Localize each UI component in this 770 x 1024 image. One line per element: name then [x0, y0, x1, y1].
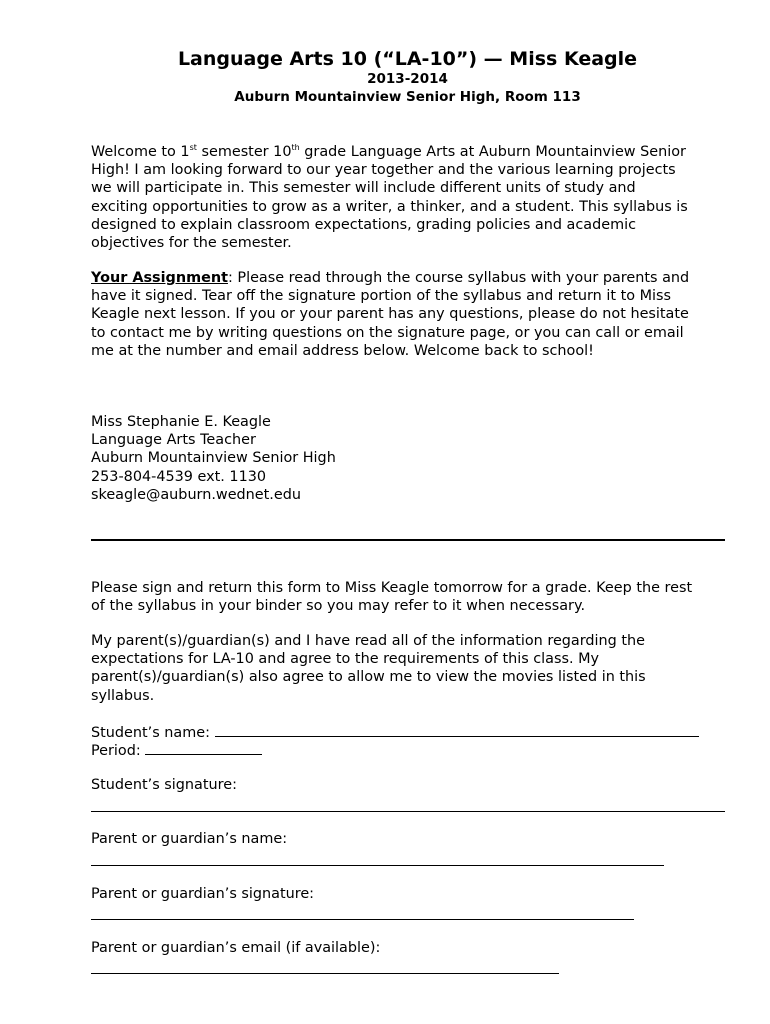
agreement-line: expectations for LA-10 and agree to the requirements of this class. My: [91, 651, 600, 668]
welcome-line: objectives for the semester.: [91, 235, 292, 252]
agreement-line: parent(s)/guardian(s) also agree to allow me to view the movies listed in this: [91, 669, 646, 686]
parent-email-label: Parent or guardian’s email (if available):: [91, 940, 381, 956]
assignment-line: Your Assignment: Please read through the course syllabus with your parents and: [91, 270, 690, 286]
student-name-blank[interactable]: [215, 722, 699, 737]
parent-signature-line[interactable]: [91, 919, 634, 920]
agreement-line: My parent(s)/guardian(s) and I have read all of the information regarding the: [91, 633, 645, 649]
teacher-contact: [91, 413, 336, 504]
tear-off-divider: [91, 539, 725, 541]
welcome-line: Welcome to 1st semester 10th grade Language Arts at Auburn Mountainview Senior: [91, 143, 686, 160]
teacher-name: Miss Stephanie E. Keagle: [91, 414, 271, 430]
welcome-paragraph: [91, 143, 731, 252]
assignment-paragraph: [91, 269, 731, 360]
welcome-line: designed to explain classroom expectations, grading policies and academic: [91, 216, 637, 233]
instruction-line: of the syllabus in your binder so you may refer to it when necessary.: [91, 598, 586, 615]
agreement-paragraph: [91, 632, 731, 705]
page-title: Language Arts 10 (“LA-10”) — Miss Keagle: [177, 48, 638, 70]
parent-name-label: Parent or guardian’s name:: [91, 831, 288, 847]
assignment-label: Your Assignment: [91, 270, 228, 286]
teacher-school: Auburn Mountainview Senior High: [91, 450, 336, 467]
student-signature-line[interactable]: [91, 811, 725, 812]
welcome-line: High! I am looking forward to our year together and the various learning projects: [91, 162, 676, 179]
teacher-phone: 253-804-4539 ext. 1130: [91, 468, 267, 485]
form-instructions: [91, 579, 731, 615]
agreement-line: syllabus.: [91, 687, 155, 704]
welcome-line: exciting opportunities to grow as a writer, a thinker, and a student. This syllabus is: [91, 198, 688, 215]
assignment-line: Keagle next lesson. If you or your parent has any questions, please do not hesitate: [91, 306, 689, 323]
student-name-label: Student’s name:: [91, 725, 215, 741]
parent-email-line[interactable]: [91, 973, 559, 974]
school-year: 2013-2014: [367, 71, 448, 87]
teacher-role: Language Arts Teacher: [91, 432, 256, 449]
assignment-line: to contact me by writing questions on the signature page, or you can call or email: [91, 324, 684, 341]
school-room: Auburn Mountainview Senior High, Room 113: [234, 89, 581, 105]
teacher-email: skeagle@auburn.wednet.edu: [91, 486, 301, 503]
parent-name-line[interactable]: [91, 865, 664, 866]
period-blank[interactable]: [145, 740, 262, 755]
assignment-line: have it signed. Tear off the signature portion of the syllabus and return it to Miss: [91, 288, 671, 305]
student-signature-label: Student’s signature:: [91, 777, 237, 793]
assignment-line: me at the number and email address below. Welcome back to school!: [91, 342, 594, 359]
instruction-line: Please sign and return this form to Miss Keagle tomorrow for a grade. Keep the rest: [91, 580, 693, 596]
welcome-line: we will participate in. This semester will include different units of study and: [91, 180, 636, 197]
period-field: [91, 740, 262, 760]
period-label: Period:: [91, 743, 146, 759]
parent-signature-label: Parent or guardian’s signature:: [91, 886, 315, 902]
